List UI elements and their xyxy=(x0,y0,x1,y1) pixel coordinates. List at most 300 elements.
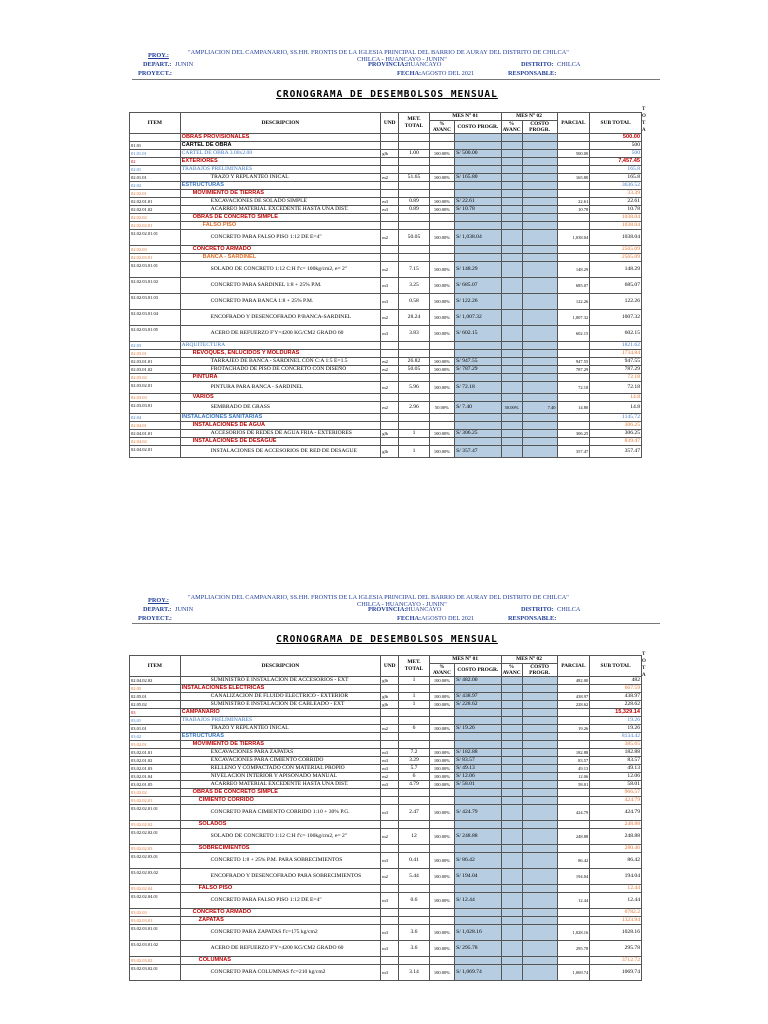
subtotal-cell: 438.97 xyxy=(590,693,642,701)
description-cell: ACERO DE REFUERZO F'Y=4200 KG/CM2 GRADO 60 xyxy=(180,326,381,342)
parcial-cell: 165.80 xyxy=(557,174,590,182)
avance-1-cell: 100.00% xyxy=(429,941,454,957)
avance-2-cell xyxy=(501,917,522,925)
subtotal-cell: 7,457.45 xyxy=(590,158,642,166)
subtotal-cell: 1038.04 xyxy=(590,222,642,230)
item-cell: 03.02.03.02 xyxy=(130,957,181,965)
subtotal-cell: 148.29 xyxy=(590,262,642,278)
subtotal-cell: 49.13 xyxy=(590,765,642,773)
subtotal-cell: 194.04 xyxy=(590,869,642,885)
description-cell: COLUMNAS xyxy=(180,957,381,965)
metrado-cell: 50.05 xyxy=(399,230,430,246)
avance-1-cell: 100.00% xyxy=(429,206,454,214)
costo-2-cell xyxy=(522,925,557,941)
avance-1-cell xyxy=(429,134,454,142)
metrado-cell: 2.96 xyxy=(399,402,430,414)
avance-2-cell xyxy=(501,262,522,278)
parcial-cell: 500.00 xyxy=(557,150,590,158)
costo-2-cell xyxy=(522,845,557,853)
avance-1-cell xyxy=(429,709,454,717)
avance-2-cell xyxy=(501,438,522,446)
avance-2-cell xyxy=(501,142,522,150)
costo-1-cell xyxy=(455,158,501,166)
description-cell: BANCA - SARDINEL xyxy=(180,254,381,262)
unit-cell xyxy=(381,374,399,382)
metrado-cell xyxy=(399,917,430,925)
item-cell: 02.02.02.01.01 xyxy=(130,230,181,246)
item-cell: 03.02.01.01 xyxy=(130,749,181,757)
description-cell: ARQUITECTURA xyxy=(180,342,381,350)
page-header-2 xyxy=(0,594,768,637)
subtotal-cell: 22.61 xyxy=(590,198,642,206)
avance-1-cell xyxy=(429,374,454,382)
subtotal-cell: 947.55 xyxy=(590,358,642,366)
parcial-cell xyxy=(557,885,590,893)
table-row xyxy=(130,773,642,781)
avance-1-cell xyxy=(429,845,454,853)
avance-2-cell xyxy=(501,925,522,941)
item-cell: 02.03.02 xyxy=(130,374,181,382)
costo-1-cell: S/ 7.40 xyxy=(455,402,501,414)
table-row xyxy=(130,749,642,757)
unit-cell: m2 xyxy=(381,402,399,414)
costo-1-cell xyxy=(455,214,501,222)
costo-1-cell: S/ 787.29 xyxy=(455,366,501,374)
avance-1-cell xyxy=(429,254,454,262)
avance-2-cell xyxy=(501,677,522,685)
parcial-cell xyxy=(557,957,590,965)
table-row xyxy=(130,965,642,981)
table-row xyxy=(130,893,642,909)
avance-1-cell: 100.00% xyxy=(429,965,454,981)
proy-label: PROY.: xyxy=(148,597,169,604)
table-row xyxy=(130,358,642,366)
subtotal-cell: 1028.16 xyxy=(590,925,642,941)
description-cell: CONCRETO ARMADO xyxy=(180,246,381,254)
metrado-cell: 4.79 xyxy=(399,781,430,789)
avance-2-cell xyxy=(501,430,522,438)
costo-1-cell: S/ 182.88 xyxy=(455,749,501,757)
table-row xyxy=(130,254,642,262)
item-cell: 02.03.01.01 xyxy=(130,358,181,366)
avance-1-cell: 100.00% xyxy=(429,693,454,701)
table-row xyxy=(130,422,642,430)
unit-cell xyxy=(381,182,399,190)
avance-2-cell xyxy=(501,382,522,394)
costo-2-cell xyxy=(522,701,557,709)
description-cell: SEMBRADO DE GRASS xyxy=(180,402,381,414)
table-row xyxy=(130,166,642,174)
description-cell: CONCRETO ARMADO xyxy=(180,909,381,917)
description-cell: CONCRETO PARA CIMIENTO CORRIDO 1:10 + 30% P.G. xyxy=(180,805,381,821)
description-cell: EXTERIORES xyxy=(180,158,381,166)
avance-2-cell xyxy=(501,805,522,821)
unit-cell xyxy=(381,222,399,230)
table-row xyxy=(130,198,642,206)
costo-1-cell xyxy=(455,917,501,925)
subtotal-cell: 33.39 xyxy=(590,190,642,198)
table-row xyxy=(130,414,642,422)
subtotal-cell: 839.47 xyxy=(590,438,642,446)
parcial-cell xyxy=(557,789,590,797)
col-descripcion: DESCRIPCION xyxy=(180,113,381,134)
avance-1-cell xyxy=(429,741,454,749)
item-cell: 03.02.03.02.01 xyxy=(130,965,181,981)
parcial-cell xyxy=(557,422,590,430)
table-row xyxy=(130,350,642,358)
table-row xyxy=(130,278,642,294)
metrado-cell: 3.14 xyxy=(399,965,430,981)
costo-2-cell xyxy=(522,829,557,845)
parcial-cell xyxy=(557,717,590,725)
item-cell: 03.02.03.01.01 xyxy=(130,925,181,941)
unit-cell xyxy=(381,350,399,358)
costo-2-cell xyxy=(522,174,557,182)
unit-cell xyxy=(381,845,399,853)
item-cell: 03.02.02 xyxy=(130,789,181,797)
costo-2-cell xyxy=(522,254,557,262)
table-row xyxy=(130,230,642,246)
unit-cell: m3 xyxy=(381,805,399,821)
metrado-cell xyxy=(399,845,430,853)
avance-2-cell xyxy=(501,342,522,350)
costo-2-cell xyxy=(522,757,557,765)
avance-2-cell xyxy=(501,294,522,310)
unit-cell xyxy=(381,166,399,174)
table-row xyxy=(130,853,642,869)
costo-1-cell: S/ 10.78 xyxy=(455,206,501,214)
fecha-label: FECHA: xyxy=(397,70,422,77)
col-avance-1: % AVANC xyxy=(429,121,454,134)
metrado-cell xyxy=(399,741,430,749)
table-row xyxy=(130,757,642,765)
unit-cell: glb xyxy=(381,701,399,709)
costo-2-cell xyxy=(522,374,557,382)
avance-1-cell xyxy=(429,821,454,829)
item-cell: 02.03.01.02 xyxy=(130,366,181,374)
distrito-value: CHILCA xyxy=(557,61,581,68)
table-row xyxy=(130,190,642,198)
description-cell: ZAPATAS xyxy=(180,917,381,925)
metrado-cell: 28.24 xyxy=(399,310,430,326)
item-cell xyxy=(130,134,181,142)
metrado-cell: 26.82 xyxy=(399,358,430,366)
subtotal-cell: 15,329.14 xyxy=(590,709,642,717)
parcial-cell: 22.61 xyxy=(557,198,590,206)
avance-2-cell xyxy=(501,166,522,174)
avance-2-cell xyxy=(501,422,522,430)
parcial-cell: 86.42 xyxy=(557,853,590,869)
unit-cell: m3 xyxy=(381,925,399,941)
costo-2-cell xyxy=(522,230,557,246)
costo-2-cell xyxy=(522,326,557,342)
avance-2-cell xyxy=(501,214,522,222)
avance-1-cell: 100.00% xyxy=(429,925,454,941)
costo-2-cell xyxy=(522,190,557,198)
provincia-value: HUANCAYO xyxy=(406,61,442,68)
avance-1-cell: 100.00% xyxy=(429,262,454,278)
avance-1-cell xyxy=(429,885,454,893)
subtotal-cell: 424.79 xyxy=(590,805,642,821)
unit-cell: glb xyxy=(381,446,399,458)
item-cell: 02.02.03.01.03 xyxy=(130,294,181,310)
costo-1-cell: S/ 122.26 xyxy=(455,294,501,310)
item-cell: 02.01 xyxy=(130,166,181,174)
costo-2-cell xyxy=(522,342,557,350)
fecha-value: AGOSTO DEL 2021 xyxy=(421,615,475,622)
metrado-cell xyxy=(399,254,430,262)
parcial-cell: 295.78 xyxy=(557,941,590,957)
table-row xyxy=(130,709,642,717)
parcial-cell xyxy=(557,190,590,198)
parcial-cell: 228.62 xyxy=(557,701,590,709)
costo-2-cell xyxy=(522,869,557,885)
costo-2-cell xyxy=(522,134,557,142)
avance-2-cell xyxy=(501,853,522,869)
metrado-cell xyxy=(399,222,430,230)
avance-1-cell xyxy=(429,917,454,925)
avance-1-cell: 100.00% xyxy=(429,278,454,294)
description-cell: TRAZO Y REPLANTEO INICAL xyxy=(180,174,381,182)
parcial-cell xyxy=(557,166,590,174)
avance-1-cell: 100.00% xyxy=(429,677,454,685)
parcial-cell: 1,007.32 xyxy=(557,310,590,326)
item-cell: 02.02.01.01 xyxy=(130,198,181,206)
description-cell: FROTACHADO DE PISO DE CONCRETO CON DISEÑO xyxy=(180,366,381,374)
metrado-cell: 1 xyxy=(399,677,430,685)
metrado-cell xyxy=(399,158,430,166)
unit-cell: m3 xyxy=(381,765,399,773)
parcial-cell: 148.29 xyxy=(557,262,590,278)
parcial-cell xyxy=(557,374,590,382)
item-cell: 02.01.01 xyxy=(130,174,181,182)
metrado-cell xyxy=(399,350,430,358)
table-row xyxy=(130,294,642,310)
avance-1-cell xyxy=(429,957,454,965)
subtotal-cell: 12.44 xyxy=(590,885,642,893)
table-row xyxy=(130,366,642,374)
subtotal-cell: 12.44 xyxy=(590,893,642,909)
costo-2-cell xyxy=(522,366,557,374)
avance-2-cell xyxy=(501,725,522,733)
costo-1-cell xyxy=(455,254,501,262)
metrado-cell xyxy=(399,709,430,717)
avance-2-cell xyxy=(501,206,522,214)
subtotal-cell: 685.07 xyxy=(590,278,642,294)
metrado-cell xyxy=(399,438,430,446)
item-cell: 03.02.02.02.01 xyxy=(130,829,181,845)
avance-2-cell xyxy=(501,709,522,717)
avance-1-cell xyxy=(429,394,454,402)
unit-cell xyxy=(381,957,399,965)
unit-cell: m2 xyxy=(381,310,399,326)
page-title: CRONOGRAMA DE DESEMBOLSOS MENSUAL xyxy=(276,634,498,645)
avance-2-cell xyxy=(501,350,522,358)
costo-1-cell: S/ 685.07 xyxy=(455,278,501,294)
col-und: UND xyxy=(381,113,399,134)
costo-2-cell xyxy=(522,446,557,458)
parcial-cell xyxy=(557,821,590,829)
costo-2-cell xyxy=(522,725,557,733)
costo-1-cell xyxy=(455,142,501,150)
metrado-cell xyxy=(399,182,430,190)
parcial-cell: 438.97 xyxy=(557,693,590,701)
costo-1-cell xyxy=(455,134,501,142)
costo-2-cell xyxy=(522,957,557,965)
item-cell: 02.03.03 xyxy=(130,394,181,402)
col-met-total: MET. TOTAL xyxy=(399,113,430,134)
distrito-value: CHILCA xyxy=(557,606,581,613)
subtotal-cell: 1007.32 xyxy=(590,310,642,326)
avance-2-cell xyxy=(501,893,522,909)
subtotal-cell: 58.01 xyxy=(590,781,642,789)
avance-2-cell xyxy=(501,909,522,917)
subtotal-cell: 424.79 xyxy=(590,797,642,805)
costo-1-cell xyxy=(455,685,501,693)
subtotal-cell: 357.47 xyxy=(590,446,642,458)
costo-2-cell xyxy=(522,198,557,206)
parcial-cell: 49.13 xyxy=(557,765,590,773)
parcial-cell: 357.47 xyxy=(557,446,590,458)
description-cell: REVOQUES, ENLUCIDOS Y MOLDURAS xyxy=(180,350,381,358)
metrado-cell xyxy=(399,190,430,198)
avance-2-cell xyxy=(501,885,522,893)
unit-cell xyxy=(381,909,399,917)
costo-2-cell xyxy=(522,422,557,430)
col-mes-2: MES N° 02 xyxy=(501,113,557,121)
avance-2-cell xyxy=(501,326,522,342)
metrado-cell: 5.7 xyxy=(399,765,430,773)
table-row xyxy=(130,821,642,829)
costo-1-cell xyxy=(455,885,501,893)
description-cell: SOLADO DE CONCRETO 1:12 C:H f'c= 100kg/cm2, e= 2" xyxy=(180,262,381,278)
parcial-cell: 482.00 xyxy=(557,677,590,685)
costo-1-cell: S/ 228.62 xyxy=(455,701,501,709)
avance-1-cell: 100.00% xyxy=(429,869,454,885)
parcial-cell xyxy=(557,246,590,254)
parcial-cell xyxy=(557,741,590,749)
avance-1-cell xyxy=(429,246,454,254)
avance-1-cell xyxy=(429,182,454,190)
description-cell: CONCRETO 1:8 + 25% P.M. PARA SOBRECIMIENTOS xyxy=(180,853,381,869)
unit-cell: m2 xyxy=(381,773,399,781)
description-cell: FALSO PISO xyxy=(180,222,381,230)
unit-cell xyxy=(381,254,399,262)
subtotal-cell: 306.25 xyxy=(590,422,642,430)
unit-cell: m2 xyxy=(381,382,399,394)
description-cell: OBRAS DE CONCRETO SIMPLE xyxy=(180,214,381,222)
description-cell: ACARREO MATERIAL EXCEDENTE HASTA UNA DIST. xyxy=(180,781,381,789)
table-row xyxy=(130,206,642,214)
item-cell: 03.01.01 xyxy=(130,725,181,733)
subtotal-cell: 228.62 xyxy=(590,701,642,709)
description-cell: ESTRUCTURAS xyxy=(180,733,381,741)
costo-1-cell: S/ 306.25 xyxy=(455,430,501,438)
col-avance-2: % AVANC xyxy=(502,121,521,133)
parcial-cell: 182.88 xyxy=(557,749,590,757)
metrado-cell: 5.44 xyxy=(399,869,430,885)
table-row xyxy=(130,134,642,142)
item-cell: 03.02.02.03.02 xyxy=(130,869,181,885)
disbursement-table-1 xyxy=(129,112,642,458)
parcial-cell xyxy=(557,414,590,422)
parcial-cell xyxy=(557,797,590,805)
parcial-cell xyxy=(557,342,590,350)
table-row xyxy=(130,925,642,941)
avance-2-cell xyxy=(501,374,522,382)
avance-2-cell xyxy=(501,765,522,773)
description-cell: SOLADO DE CONCRETO 1:12 C:H f'c= 100kg/cm2, e= 2" xyxy=(180,829,381,845)
col-avance-1: % AVANC xyxy=(429,664,454,677)
avance-2-cell xyxy=(501,394,522,402)
distrito-label: DISTRITO: xyxy=(521,61,554,68)
proyect-label: PROYECT.: xyxy=(138,615,172,622)
costo-1-cell: S/ 12.06 xyxy=(455,773,501,781)
table-row xyxy=(130,246,642,254)
side-label: T O T A xyxy=(642,652,646,678)
item-cell: 03.02.02.03 xyxy=(130,845,181,853)
costo-1-cell: S/ 248.88 xyxy=(455,829,501,845)
table-row xyxy=(130,717,642,725)
costo-1-cell: S/ 357.47 xyxy=(455,446,501,458)
metrado-cell xyxy=(399,134,430,142)
subtotal-cell: 1821.62 xyxy=(590,342,642,350)
parcial-cell: 424.79 xyxy=(557,805,590,821)
unit-cell xyxy=(381,885,399,893)
item-cell: 02.05.01 xyxy=(130,693,181,701)
table-row xyxy=(130,789,642,797)
table-row xyxy=(130,182,642,190)
costo-2-cell xyxy=(522,394,557,402)
table-row xyxy=(130,430,642,438)
unit-cell: m2 xyxy=(381,230,399,246)
costo-1-cell: S/ 58.01 xyxy=(455,781,501,789)
responsable-label: RESPONSABLE: xyxy=(508,615,557,622)
costo-2-cell xyxy=(522,821,557,829)
description-cell: CONCRETO PARA FALSO PISO 1:12 DE E=4" xyxy=(180,893,381,909)
metrado-cell: 0.6 xyxy=(399,893,430,909)
avance-2-cell xyxy=(501,150,522,158)
costo-2-cell: 7.40 xyxy=(522,402,557,414)
avance-1-cell xyxy=(429,414,454,422)
metrado-cell: 0.89 xyxy=(399,206,430,214)
disbursement-table-2 xyxy=(129,655,642,981)
costo-1-cell xyxy=(455,246,501,254)
costo-2-cell xyxy=(522,941,557,957)
costo-2-cell xyxy=(522,206,557,214)
item-cell: 02.02.03.01.05 xyxy=(130,326,181,342)
parcial-cell xyxy=(557,733,590,741)
item-cell: 03.02.02.01 xyxy=(130,797,181,805)
description-cell: CAMPANARIO xyxy=(180,709,381,717)
table-row xyxy=(130,917,642,925)
avance-1-cell xyxy=(429,797,454,805)
metrado-cell: 1 xyxy=(399,693,430,701)
subtotal-cell: 165.8 xyxy=(590,174,642,182)
metrado-cell: 3.6 xyxy=(399,941,430,957)
unit-cell: m3 xyxy=(381,294,399,310)
avance-1-cell xyxy=(429,142,454,150)
parcial-cell xyxy=(557,685,590,693)
col-mes-1: MES N° 01 xyxy=(429,656,501,664)
parcial-cell xyxy=(557,214,590,222)
metrado-cell: 3.83 xyxy=(399,326,430,342)
metrado-cell: 0.89 xyxy=(399,198,430,206)
costo-2-cell xyxy=(522,158,557,166)
avance-2-cell xyxy=(501,941,522,957)
avance-2-cell xyxy=(501,366,522,374)
description-cell: EXCAVACIONES DE SOLADO SIMPLE xyxy=(180,198,381,206)
